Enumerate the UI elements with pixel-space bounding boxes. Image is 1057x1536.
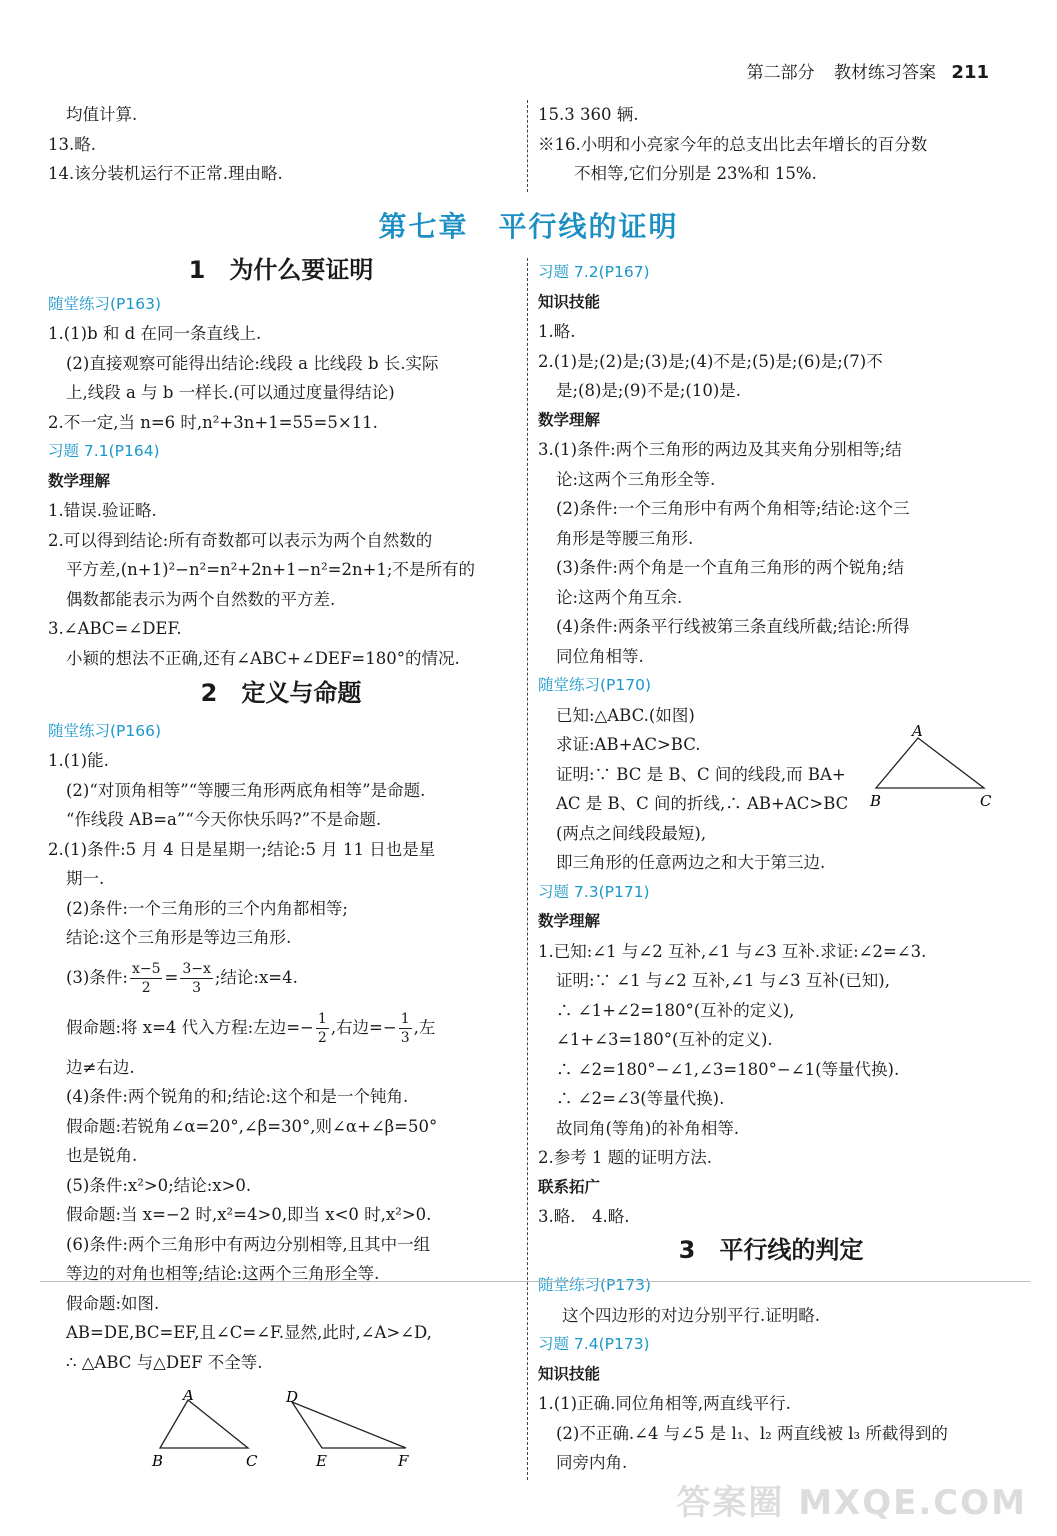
text-line: (4)条件:两条平行线被第三条直线所截;结论:所得 (556, 617, 910, 636)
triangle-abc (876, 738, 984, 788)
triangle-def (292, 1402, 406, 1448)
text-line: (5)条件:x²>0;结论:x>0. (66, 1175, 252, 1195)
triangles-figure (130, 1390, 430, 1475)
triangle-figure (862, 722, 1002, 812)
text-line: 1.略. (538, 322, 576, 341)
text-span: ,右边=− (330, 1017, 397, 1037)
text-line: 这个四边形的对边分别平行.证明略. (562, 1305, 820, 1325)
text-line: 1.错误.验证略. (48, 501, 157, 520)
text-line: 同旁内角. (556, 1453, 628, 1472)
text-line: ∠1+∠3=180°(互补的定义). (556, 1030, 773, 1049)
top-right-block (538, 100, 927, 189)
text-line: 求证:AB+AC>BC. (556, 735, 701, 754)
text-line: (3)条件:两个角是一个直角三角形的两个锐角;结 (556, 558, 904, 577)
page-number: 211 (951, 62, 989, 83)
column-divider (527, 258, 528, 1480)
text-line: ∴ △ABC 与△DEF 不全等. (66, 1352, 263, 1372)
vertex-label-d: D (286, 1390, 299, 1406)
numerator: 1 (400, 1010, 410, 1027)
triangle-abc (160, 1400, 248, 1448)
text-span: ,左 (413, 1017, 436, 1037)
exercise-tag: 习题 7.1(P164) (48, 442, 160, 460)
text-line: 也是锐角. (66, 1146, 138, 1165)
text-line: (2)条件:一个三角形的三个内角都相等; (66, 898, 348, 918)
text-line: 1.(1)能. (48, 751, 109, 770)
fraction (399, 1010, 412, 1047)
subheading: 知识技能 (538, 1364, 601, 1383)
text-line: ∴ ∠2=180°−∠1,∠3=180°−∠1(等量代换). (556, 1059, 900, 1079)
horizontal-rule (40, 1281, 1030, 1282)
denominator: 3 (192, 979, 202, 996)
exercise-tag: 习题 7.4(P173) (538, 1335, 650, 1353)
text-line: 故同角(等角)的补角相等. (556, 1118, 740, 1138)
subheading: 数学理解 (48, 471, 111, 490)
text-line: 1.(1)正确.同位角相等,两直线平行. (538, 1394, 791, 1413)
fraction (130, 960, 163, 997)
exercise-tag: 随堂练习(P173) (538, 1276, 652, 1294)
subheading: 联系拓广 (538, 1177, 601, 1196)
text-line: 13.略. (48, 134, 96, 154)
text-line: 2.不一定,当 n=6 时,n²+3n+1=55=5×11. (48, 412, 378, 432)
text-line: 假命题:若锐角∠α=20°,∠β=30°,则∠α+∠β=50° (66, 1116, 438, 1136)
text-line: (4)条件:两个锐角的和;结论:这个和是一个钝角. (66, 1087, 409, 1106)
equation-line (48, 1003, 514, 1053)
vertex-label-a: A (183, 1390, 194, 1404)
watermark: 答案圈 MXQE.COM (676, 1483, 1027, 1523)
text-line: 边≠右边. (66, 1057, 135, 1077)
section-title: 2 定义与命题 (200, 679, 362, 707)
text-line: 角形是等腰三角形. (556, 528, 694, 548)
text-line: 均值计算. (66, 105, 138, 124)
text-line: 2.(1)是;(2)是;(3)是;(4)不是;(5)是;(6)是;(7)不 (538, 351, 883, 371)
text-span: 假命题:将 x=4 代入方程:左边=− (66, 1017, 314, 1037)
text-line: 已知:△ABC.(如图) (556, 705, 695, 725)
text-line: 即三角形的任意两边之和大于第三边. (556, 853, 826, 872)
text-line: (2)“对顶角相等”“等腰三角形两底角相等”是命题. (66, 780, 426, 800)
text-span: ;结论:x=4. (214, 967, 298, 987)
text-line: 论:这两个三角形全等. (556, 469, 716, 489)
text-line: (2)不正确.∠4 与∠5 是 l₁、l₂ 两直线被 l₃ 所截得到的 (556, 1423, 948, 1443)
exercise-tag: 习题 7.2(P167) (538, 263, 650, 281)
text-line: 证明:∵ BC 是 B、C 间的线段,而 BA+ (556, 764, 846, 784)
exercise-tag: 随堂练习(P166) (48, 721, 162, 740)
text-line: ∴ ∠1+∠2=180°(互补的定义), (556, 1000, 795, 1020)
text-line: 证明:∵ ∠1 与∠2 互补,∠1 与∠3 互补(已知), (556, 971, 890, 990)
vertex-label-f: F (398, 1452, 409, 1470)
text-line: 2.参考 1 题的证明方法. (538, 1148, 712, 1167)
vertex-label-b: B (152, 1452, 164, 1470)
text-line: 论:这两个角互余. (556, 587, 683, 607)
text-line: 2.(1)条件:5 月 4 日是星期一;结论:5 月 11 日也是星 (48, 839, 436, 859)
text-line: (两点之间线段最短), (556, 823, 707, 843)
denominator: 2 (141, 979, 151, 996)
vertex-label-b: B (870, 792, 882, 810)
text-line: 15.3 360 辆. (538, 105, 639, 124)
text-line: 3.略. 4.略. (538, 1207, 630, 1226)
text-line: 同位角相等. (556, 646, 644, 666)
subheading: 知识技能 (538, 292, 601, 311)
vertex-label-a: A (912, 722, 923, 740)
text-line: 1.已知:∠1 与∠2 互补,∠1 与∠3 互补.求证:∠2=∠3. (538, 941, 927, 961)
top-left-block (48, 100, 283, 189)
text-line: 等边的对角也相等;结论:这两个三角形全等. (66, 1264, 380, 1283)
part-label: 第二部分 (746, 63, 815, 83)
text-line: 1.(1)b 和 d 在同一条直线上. (48, 324, 262, 343)
chapter-title: 第七章 平行线的证明 (378, 210, 679, 243)
text-line: AB=DE,BC=EF,且∠C=∠F.显然,此时,∠A>∠D, (66, 1323, 432, 1342)
text-line: AC 是 B、C 间的折线,∴ AB+AC>BC (556, 794, 849, 813)
text-line: 假命题:如图. (66, 1293, 160, 1313)
denominator: 3 (400, 1029, 410, 1046)
text-line: 偶数都能表示为两个自然数的平方差. (66, 589, 336, 609)
text-line: 小颖的想法不正确,还有∠ABC+∠DEF=180°的情况. (66, 648, 460, 668)
equals-sign: = (164, 967, 179, 987)
exercise-tag: 随堂练习(P163) (48, 294, 162, 313)
text-line: 上,线段 a 与 b 一样长.(可以通过度量得结论) (66, 383, 395, 402)
subheading: 数学理解 (538, 912, 601, 930)
numerator: 1 (317, 1010, 327, 1027)
text-line: 不相等,它们分别是 23%和 15%. (574, 164, 817, 183)
denominator: 2 (317, 1029, 327, 1046)
text-line: ∴ ∠2=∠3(等量代换). (556, 1089, 725, 1108)
subheading: 数学理解 (538, 410, 601, 429)
fraction (316, 1010, 329, 1047)
text-line: 14.该分装机运行不正常.理由略. (48, 164, 283, 183)
numerator: 3−x (182, 960, 211, 977)
column-divider (527, 100, 528, 192)
vertex-label-c: C (980, 792, 992, 810)
text-line: 平方差,(n+1)²−n²=n²+2n+1−n²=2n+1;不是所有的 (66, 560, 475, 579)
left-column (48, 256, 514, 1377)
text-line: “作线段 AB=a”“今天你快乐吗?”不是命题. (66, 810, 382, 829)
text-line: (6)条件:两个三角形中有两边分别相等,且其中一组 (66, 1234, 431, 1254)
text-line: 结论:这个三角形是等边三角形. (66, 928, 292, 947)
equation-line (48, 953, 514, 1003)
text-line: ※16.小明和小亮家今年的总支出比去年增长的百分数 (538, 134, 928, 154)
right-column (538, 258, 1004, 1478)
numerator: x−5 (131, 960, 161, 977)
text-line: 3.(1)条件:两个三角形的两边及其夹角分别相等;结 (538, 440, 902, 459)
fraction (180, 960, 213, 997)
page-header (747, 58, 989, 83)
section-label: 教材练习答案 (834, 63, 937, 83)
text-span: (3)条件: (66, 967, 128, 987)
exercise-tag: 习题 7.3(P171) (538, 882, 650, 901)
vertex-label-e: E (316, 1452, 327, 1470)
text-line: 3.∠ABC=∠DEF. (48, 619, 182, 638)
text-line: 期一. (66, 869, 105, 888)
section-title: 3 平行线的判定 (678, 1235, 864, 1264)
text-line: 是;(8)是;(9)不是;(10)是. (556, 381, 742, 400)
text-line: 假命题:当 x=−2 时,x²=4>0,即当 x<0 时,x²>0. (66, 1205, 432, 1224)
text-line: 2.可以得到结论:所有奇数都可以表示为两个自然数的 (48, 530, 433, 550)
text-line: (2)条件:一个三角形中有两个角相等;结论:这个三 (556, 499, 910, 518)
exercise-tag: 随堂练习(P170) (538, 676, 652, 694)
text-line: (2)直接观察可能得出结论:线段 a 比线段 b 长.实际 (66, 353, 439, 373)
vertex-label-c: C (246, 1452, 258, 1470)
section-title: 1 为什么要证明 (188, 256, 374, 284)
